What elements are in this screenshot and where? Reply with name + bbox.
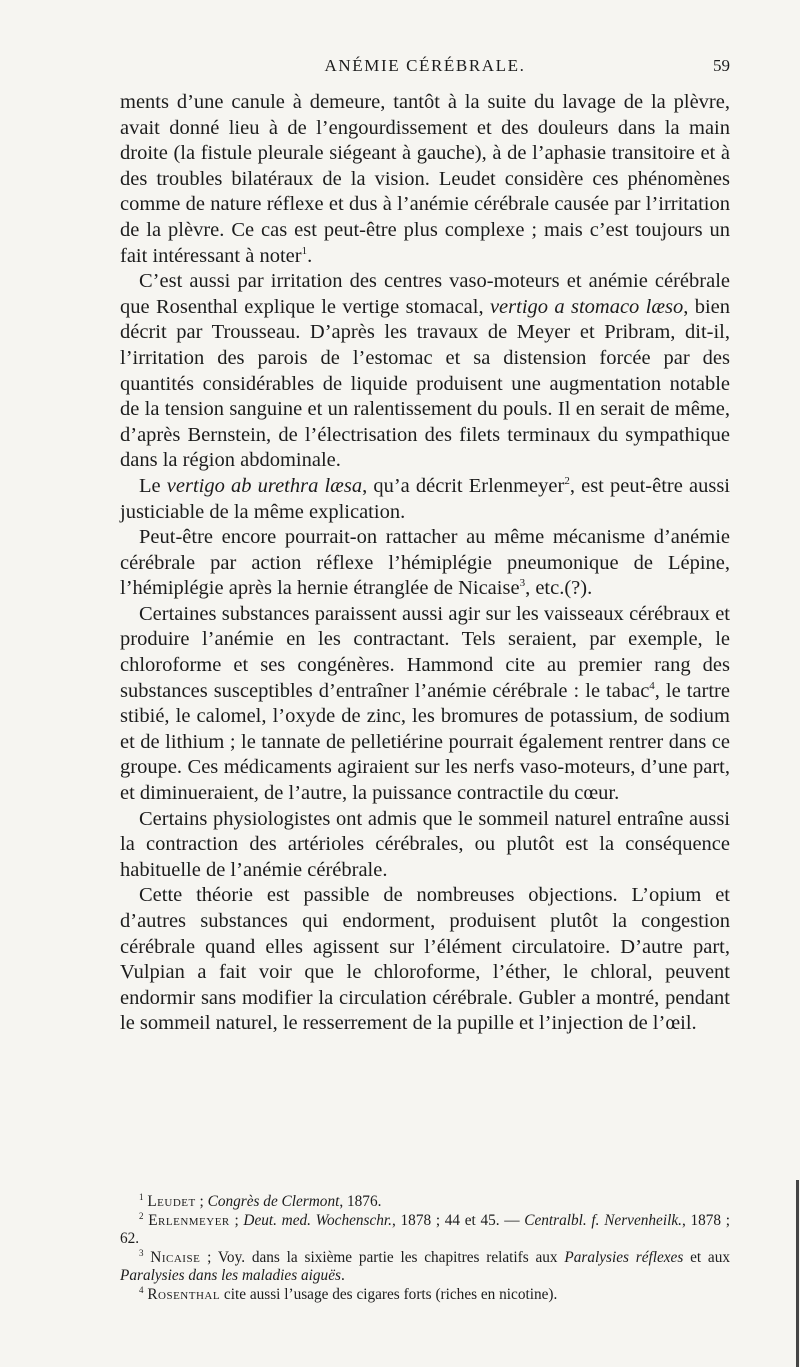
text-run: , etc.(?). xyxy=(525,577,593,600)
paragraph xyxy=(120,602,730,807)
citation-title: Deut. med. Wochenschr. xyxy=(243,1211,393,1229)
citation-title: Congrès de Clermont xyxy=(207,1193,340,1210)
paragraph: Cette théorie est passible de nombreuses objections. L’opium et d’autres substances qui endorment, produisent plutôt la congestion cérébrale quand elles agissent sur l’élément circulatoire. D’autre part, Vulpian a fait voir que le chloroforme, l’éther, le chloral, peuvent endormir sans modifier la circulation cérébrale. Gubler a montré, pendant le sommeil naturel, le resserrement de la pupille et l’injection de l’œil. xyxy=(120,884,730,1035)
text-run: , qu’a décrit Erlenmeyer xyxy=(362,474,565,497)
text-run: , le tartre stibié, le calomel, l’oxyde de zinc, les bromures de potassium, de sodium et de lithium ; le tannate de pelletiérine pourrait également rentrer dans ce groupe. Ces médicaments agiraient sur les nerfs vaso-moteurs, d’une part, et diminueraient, de l’autre, la puissance contractile du cœur. xyxy=(120,679,730,805)
citation-title: Paralysies réflexes xyxy=(564,1248,684,1266)
latin-term: vertigo ab urethra læsa xyxy=(166,474,363,497)
text-run: , bien décrit par Trousseau. D’après les travaux de Meyer et Pribram, dit-il, l’irritation des parois de l’estomac et sa distension forcée par des quantités considérables de liquide produisent une augmentation notable de la tension sanguine et un ralentissement du pouls. Il en serait de même, d’après Bernstein, de l’électrisation des filets terminaux du sympathique dans la région abdominale. xyxy=(120,295,730,472)
text-run: , 1878 ; 62. xyxy=(120,1211,730,1248)
text-run: , 1878 ; 44 et 45. — xyxy=(392,1211,525,1229)
footnote-author: Nicaise xyxy=(150,1248,201,1266)
footnote xyxy=(120,1212,730,1249)
paragraph xyxy=(120,525,730,602)
text-run: , 1876. xyxy=(339,1193,382,1210)
footnotes xyxy=(120,1193,730,1305)
footnote-number: 3 xyxy=(139,1247,144,1258)
text-run: Le xyxy=(139,474,167,497)
footnote-author: Rosenthal xyxy=(147,1285,221,1303)
text-run: . xyxy=(307,244,313,267)
footnote-ref: 2 xyxy=(564,475,570,488)
text-run: C’est aussi par irritation des centres vaso-moteurs et anémie cérébrale que Rosenthal explique le vertige stomacal, xyxy=(120,270,730,318)
text-run: et aux xyxy=(683,1248,731,1266)
paragraph xyxy=(120,90,730,269)
citation-title: Centralbl. f. Nervenheilk. xyxy=(524,1211,682,1229)
footnote xyxy=(120,1286,730,1305)
text-run: . xyxy=(340,1267,345,1285)
text-run: , est peut-être aussi justiciable de la même explication. xyxy=(120,474,730,523)
footnote-author: Erlenmeyer xyxy=(148,1211,230,1229)
footnote-number: 2 xyxy=(139,1210,144,1221)
text-run: ; xyxy=(229,1211,244,1229)
running-title: ANÉMIE CÉRÉBRALE. xyxy=(324,56,526,75)
footnote-ref: 3 xyxy=(519,577,526,590)
text-run: ments d’une canule à demeure, tantôt à la suite du lavage de la plèvre, avait donné lieu à de l’engourdissement et des douleurs dans la main droite (la fistule pleurale siégeant à gauche), à de l’aphasie transitoire et à des troubles bilatéraux de la vision. Leudet considère ces phénomènes comme de nature réflexe et dus à l’anémie cérébrale causée par l’irritation de la plèvre. Ce cas est peut-être plus complexe ; mais c’est toujours un fait intéressant à noter xyxy=(120,91,730,267)
text-run: ; xyxy=(195,1193,208,1210)
latin-term: vertigo a stomaco læso xyxy=(489,295,684,318)
running-header xyxy=(120,56,730,86)
text-run: Peut-être encore pourrait-on rattacher au même mécanisme d’anémie cérébrale par action réflexe l’hémiplégie pneumonique de Lépine, l’hémiplégie après la hernie étranglée de Nicaise xyxy=(120,526,730,600)
paragraph xyxy=(120,269,730,474)
footnote-ref: 4 xyxy=(649,679,655,692)
footnote-author: Leudet xyxy=(147,1193,196,1210)
text-run: ; Voy. dans la sixième partie les chapitres relatifs aux xyxy=(200,1248,565,1266)
text-run: Certaines substances paraissent aussi agir sur les vaisseaux cérébraux et produire l’anémie en les contractant. Tels seraient, par exemple, le chloroforme et ses congénères. Hammond cite au premier rang des substances susceptibles d’entraîner l’anémie cérébrale : le tabac xyxy=(120,602,730,702)
paragraph: Certains physiologistes ont admis que le sommeil naturel entraîne aussi la contraction des artérioles cérébrales, ou plutôt est la conséquence habituelle de l’anémie cérébrale. xyxy=(120,807,730,881)
footnote-ref: 1 xyxy=(301,244,308,257)
paragraph xyxy=(120,474,730,525)
page-number: 59 xyxy=(713,56,730,75)
footnote xyxy=(120,1249,730,1286)
page-edge-shadow xyxy=(796,1180,799,1367)
text-run: cite aussi l’usage des cigares forts (riches en nicotine). xyxy=(220,1285,558,1303)
footnote-number: 1 xyxy=(139,1191,144,1202)
main-text xyxy=(120,90,730,1037)
footnote-number: 4 xyxy=(139,1284,144,1295)
footnote xyxy=(120,1193,730,1212)
citation-title: Paralysies dans les maladies aiguës xyxy=(120,1267,341,1285)
